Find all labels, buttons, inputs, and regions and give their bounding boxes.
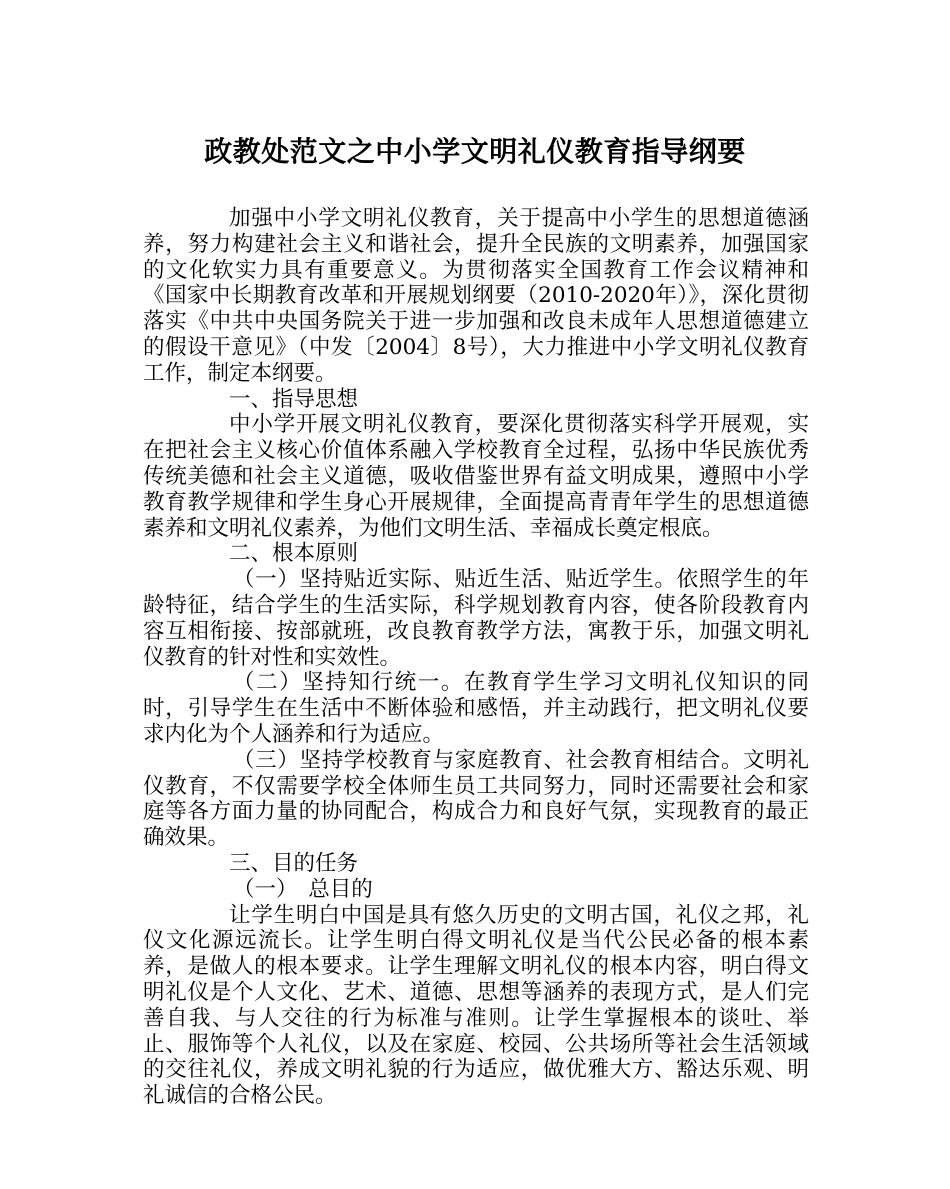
heading-basic-principles: 二、根本原则 xyxy=(229,541,359,567)
heading-guiding-ideology: 一、指导思想 xyxy=(229,386,359,412)
paragraph-principle-2: （二）坚持知行统一。在教育学生学习文明礼仪知识的同时，引导学生在生活中不断体验和感悟，并主动践行，把文明礼仪要求内化为个人涵养和行为适应。 xyxy=(143,670,809,747)
paragraph-overall-goal: 让学生明白中国是具有悠久历史的文明古国，礼仪之邦，礼仪文化源远流长。让学生明白得文明礼仪是当代公民必备的根本素养，是做人的根本要求。让学生理解文明礼仪的根本内容，明白得文明礼仪是个人文化、艺术、道德、思想等涵养的表现方式，是人们完善自我、与人交往的行为标准与准则。让学生掌握根本的谈吐、举止、服饰等个人礼仪，以及在家庭、校园、公共场所等社会生活领域的交往礼仪，养成文明礼貌的行为适应，做优雅大方、豁达乐观、明礼诚信的合格公民。 xyxy=(143,902,809,1109)
paragraph-intro: 加强中小学文明礼仪教育，关于提高中小学生的思想道德涵养，努力构建社会主义和谐社会，提升全民族的文明素养，加强国家的文化软实力具有重要意义。为贯彻落实全国教育工作会议精神和《国家中长期教育改革和开展规划纲要（2010-2020年）》，深化贯彻落实《中共中央国务院关于进一步加强和改良未成年人思想道德建立的假设干意见》（中发〔2004〕8号），大力推进中小学文明礼仪教育工作，制定本纲要。 xyxy=(143,206,809,386)
paragraph-guiding-ideology: 中小学开展文明礼仪教育，要深化贯彻落实科学开展观，实在把社会主义核心价值体系融入学校教育全过程，弘扬中华民族优秀传统美德和社会主义道德，吸收借鉴世界有益文明成果，遵照中小学教育教学规律和学生身心开展规律，全面提高青青年学生的思想道德素养和文明礼仪素养，为他们文明生活、幸福成长奠定根底。 xyxy=(143,412,809,541)
paragraph-principle-3: （三）坚持学校教育与家庭教育、社会教育相结合。文明礼仪教育，不仅需要学校全体师生员工共同努力，同时还需要社会和家庭等各方面力量的协同配合，构成合力和良好气氛，实现教育的最正确效果。 xyxy=(143,747,809,851)
document-title: 政教处范文之中小学文明礼仪教育指导纲要 xyxy=(204,135,746,168)
heading-goals-tasks: 三、目的任务 xyxy=(229,850,359,876)
document-body xyxy=(143,206,809,1109)
paragraph-principle-1: （一）坚持贴近实际、贴近生活、贴近学生。依照学生的年龄特征，结合学生的生活实际，科学规划教育内容，使各阶段教育内容互相衔接、按部就班，改良教育教学方法，寓教于乐，加强文明礼仪教育的针对性和实效性。 xyxy=(143,567,809,670)
heading-overall-goal: （一） 总目的 xyxy=(233,876,373,902)
